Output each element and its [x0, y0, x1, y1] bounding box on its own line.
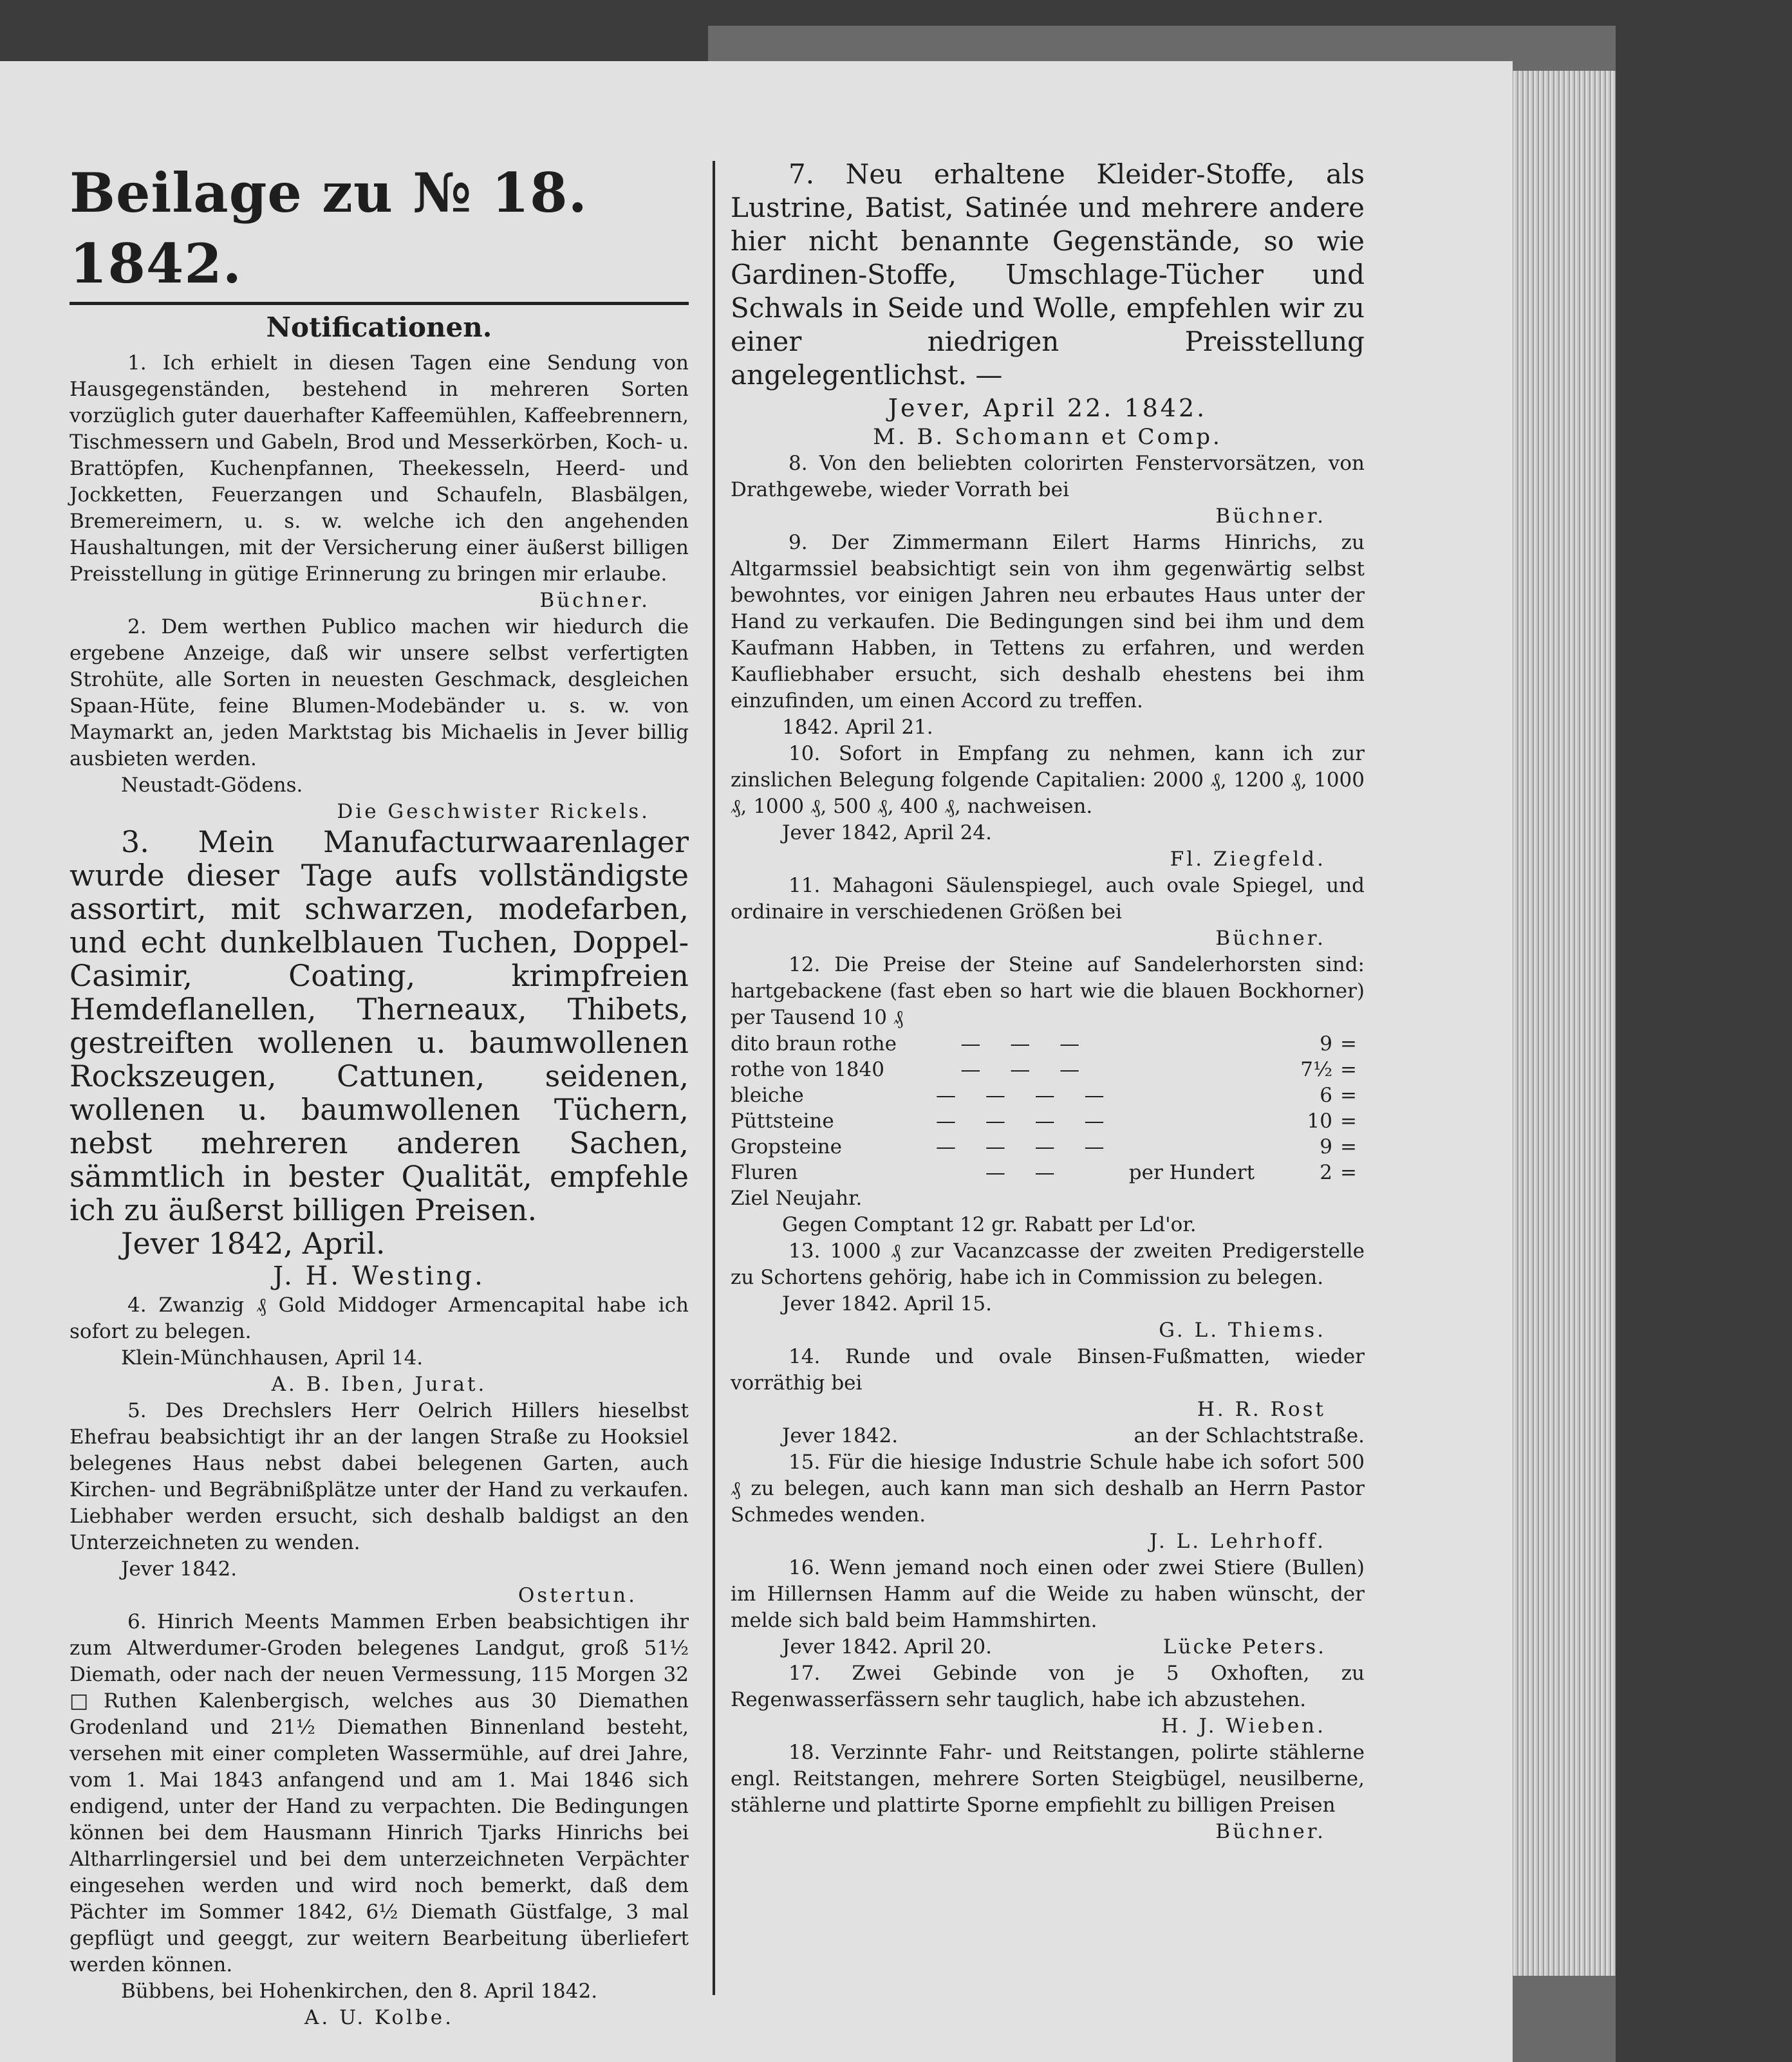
notice-14-address: an der Schlachtstraße. — [1134, 1424, 1365, 1447]
column-rule — [713, 161, 715, 1995]
price-item: dito braun rothe — [731, 1032, 897, 1055]
notice-13: 13. 1000 ₰ zur Vacanzcasse der zweiten Predigerstelle zu Schortens gehörig, habe ich in Commission zu belegen. — [731, 1240, 1365, 1289]
notice-17-signature: H. J. Wieben. — [1161, 1714, 1326, 1738]
right-column — [731, 158, 1365, 1845]
notice-9-place: 1842. April 21. — [782, 716, 933, 739]
notice-12: 12. Die Preise der Steine auf Sandelerhorsten sind: hartgebackene (fast eben so hart wie die blauen Bockhorner) per Tausend 10 ₰ — [731, 953, 1365, 1029]
price-value: 6 — [1320, 1084, 1332, 1107]
notice-2-signature: Die Geschwister Rickels. — [337, 800, 650, 823]
notice-15: 15. Für die hiesige Industrie Schule habe ich sofort 500 ₰ zu belegen, auch kann man sich deshalb an Herrn Pastor Schmedes wenden. — [731, 1451, 1365, 1527]
notice-12-discount: Gegen Comptant 12 gr. Rabatt per Ld'or. — [782, 1213, 1197, 1236]
price-item: Gropsteine — [731, 1135, 843, 1158]
newspaper-page — [0, 61, 1513, 2062]
price-row — [731, 1057, 1365, 1082]
price-value: 2 — [1320, 1161, 1332, 1184]
notice-17: 17. Zwei Gebinde von je 5 Oxhoften, zu Regenwasserfässern sehr tauglich, habe ich abzustehen. — [731, 1662, 1365, 1711]
price-dash: — — — — [960, 1032, 1092, 1055]
notice-16-footer — [731, 1634, 1365, 1660]
price-value: 9 — [1320, 1135, 1332, 1158]
notice-1: 1. Ich erhielt in diesen Tagen eine Sendung von Hausgegenständen, bestehend in mehreren Sorten vorzüglich guter dauerhafter Kaffeemühlen, Kaffeebrennern, Tischmessern und Gabeln, Brod und Messerkörben, Koch- u. Brattöpfen, Kuchenpfannen, Theekesseln, Heerd- und Jockketten, Feuerzangen und Schaufeln, Blasbälgen, Bremereimern, u. s. w. welche ich den angehenden Haushaltungen, mit der Versicherung einer äußerst billigen Preisstellung in gütige Erinnerung zu bringen mir erlaube. — [70, 351, 689, 586]
notice-8: 8. Von den beliebten colorirten Fenstervorsätzen, von Drathgewebe, wieder Vorrath bei — [731, 452, 1365, 501]
notice-10-signature: Fl. Ziegfeld. — [1170, 848, 1326, 871]
price-mark: = — [1340, 1032, 1357, 1055]
notice-16-place: Jever 1842. April 20. — [782, 1635, 992, 1658]
notice-2: 2. Dem werthen Publico machen wir hiedurch die ergebene Anzeige, daß wir unsere selbst verfertigten Strohüte, alle Sorten in neuesten Geschmack, desgleichen Spaan-Hüte, feine Blumen-Modebänder u. s. w. von Maymarkt an, jeden Marktstag bis Michaelis in Jever billig ausbieten werden. — [70, 615, 689, 770]
price-unit: per Hundert — [1128, 1161, 1255, 1184]
section-title: Notificationen. — [266, 311, 492, 343]
notice-5-signature: Ostertun. — [518, 1584, 637, 1607]
notice-5: 5. Des Drechslers Herr Oelrich Hillers hieselbst Ehefrau beabsichtigt ihr an der langen Straße zu Hooksiel belegenes Haus nebst dabei belegenen Garten, auch Kirchen- und Begräbnißplätze unter der Hand zu verkaufen. Liebhaber werden ersucht, sich deshalb baldigst an den Unterzeichneten zu wenden. — [70, 1399, 689, 1554]
price-item: Fluren — [731, 1161, 798, 1184]
price-item: Püttsteine — [731, 1110, 834, 1133]
notice-2-place: Neustadt-Gödens. — [121, 774, 303, 797]
price-row — [731, 1082, 1365, 1108]
notice-3: 3. Mein Manufacturwaarenlager wurde dieser Tage aufs vollständigste assortirt, mit schwarzen, modefarben, und echt dunkelblauen Tuchen, Doppel-Casimir, Coating, krimpfreien Hemdeflanellen, Therneaux, Thibets, gestreiften wollenen u. baumwollenen Rockszeugen, Cattunen, seidenen, wollenen u. baumwollenen Tüchern, nebst mehreren anderen Sachen, sämmtlich in bester Qualität, empfehle ich zu äußerst billigen Preisen. — [70, 824, 689, 1227]
notice-4-signature: A. B. Iben, Jurat. — [271, 1373, 487, 1396]
price-dash: — — — — [960, 1058, 1092, 1081]
notice-15-signature: J. L. Lehrhoff. — [1149, 1530, 1326, 1553]
notice-8-signature: Büchner. — [1215, 505, 1326, 528]
notice-3-block — [70, 825, 689, 1260]
notice-14-signature: H. R. Rost — [1197, 1398, 1326, 1421]
notice-11-signature: Büchner. — [1215, 927, 1326, 950]
price-unit — [1129, 1134, 1274, 1160]
notice-10: 10. Sofort in Empfang zu nehmen, kann ich zur zinslichen Belegung folgende Capitalien: 2000 ₰, 1200 ₰, 1000 ₰, 1000 ₰, 500 ₰, 400 ₰, nachweisen. — [731, 742, 1365, 818]
notice-18-signature: Büchner. — [1215, 1820, 1326, 1843]
notice-3-signature: J. H. Westing. — [273, 1261, 485, 1291]
notice-14-footer — [731, 1423, 1365, 1449]
notice-14: 14. Runde und ovale Binsen-Fußmatten, wieder vorräthig bei — [731, 1345, 1365, 1395]
page-title: Beilage zu № 18. 1842. — [70, 158, 689, 305]
notice-12-terms: Ziel Neujahr. — [731, 1187, 863, 1210]
notice-10-place: Jever 1842, April 24. — [782, 821, 992, 844]
notice-6-place: Bübbens, bei Hohenkirchen, den 8. April 1842. — [121, 1980, 598, 2003]
price-row — [731, 1160, 1365, 1185]
price-unit — [1129, 1108, 1274, 1134]
notice-7-place: Jever, April 22. 1842. — [888, 394, 1208, 422]
price-dash: — — — — — [935, 1110, 1116, 1133]
price-unit — [1129, 1082, 1274, 1108]
price-row — [731, 1134, 1365, 1160]
price-mark: = — [1340, 1135, 1357, 1158]
price-mark: = — [1340, 1110, 1357, 1133]
notice-3-place: Jever 1842, April. — [121, 1226, 386, 1261]
price-row — [731, 1031, 1365, 1057]
price-dash: — — — — — [935, 1135, 1116, 1158]
left-column — [70, 158, 689, 2031]
price-table — [731, 1031, 1365, 1185]
notice-7: 7. Neu erhaltene Kleider-Stoffe, als Lustrine, Batist, Satinée und mehrere andere hier nicht benannte Gegenstände, so wie Gardinen-Stoffe, Umschlage-Tücher und Schwals in Seide und Wolle, empfehlen wir zu einer niedrigen Preisstellung angelegentlichst. — — [731, 158, 1365, 391]
price-mark: = — [1340, 1084, 1357, 1107]
price-dash: — — — — — [935, 1084, 1116, 1107]
notice-6-signature: A. U. Kolbe. — [304, 2006, 454, 2029]
price-item: bleiche — [731, 1084, 804, 1107]
notice-4-place: Klein-Münchhausen, April 14. — [121, 1346, 424, 1370]
notice-18: 18. Verzinnte Fahr- und Reitstangen, polirte stählerne engl. Reitstangen, mehrere Sorten Steigbügel, neusilberne, stählerne und plattirte Sporne empfiehlt zu billigen Preisen — [731, 1741, 1365, 1817]
price-unit — [1129, 1031, 1274, 1057]
notice-16: 16. Wenn jemand noch einen oder zwei Stiere (Bullen) im Hillernsen Hamm auf die Weide zu haben wünscht, der melde sich bald beim Hammshirten. — [731, 1556, 1365, 1632]
notice-4: 4. Zwanzig ₰ Gold Middoger Armencapital habe ich sofort zu belegen. — [70, 1294, 689, 1343]
notice-6: 6. Hinrich Meents Mammen Erben beabsichtigen ihr zum Altwerdumer-Groden belegenes Landgut, groß 51½ Diemath, oder nach der neuen Vermessung, 115 Morgen 32 □Ruthen Kalenbergisch, welches aus 30 Diemathen Grodenland und 21½ Diemathen Binnenland besteht, versehen mit einer completen Wassermühle, auf drei Jahre, vom 1. Mai 1843 anfangend und am 1. Mai 1846 sich endigend, unter der Hand zu verpachten. Die Bedingungen können bei dem Hausmann Hinrich Tjarks Hinrichs bei Altharrlingersiel und bei dem unterzeichneten Verpächter eingesehen werden und wird noch bemerkt, daß dem Pächter im Sommer 1842, 6½ Diemath Güstfalge, 3 mal gepflügt und geeggt, zur weitern Bearbeitung überliefert werden können. — [70, 1610, 689, 1976]
notice-16-signature: Lücke Peters. — [1162, 1635, 1326, 1658]
notice-5-place: Jever 1842. — [121, 1557, 238, 1581]
price-item: rothe von 1840 — [731, 1058, 884, 1081]
notice-13-place: Jever 1842. April 15. — [782, 1292, 992, 1315]
notice-14-place: Jever 1842. — [782, 1424, 899, 1447]
page-stack-edge — [1500, 71, 1616, 1976]
price-value: 9 — [1320, 1032, 1332, 1055]
notice-13-signature: G. L. Thiems. — [1159, 1319, 1326, 1342]
price-value: 10 — [1307, 1110, 1332, 1133]
price-row — [731, 1108, 1365, 1134]
price-mark: = — [1340, 1161, 1357, 1184]
price-unit — [1129, 1057, 1274, 1082]
notice-11: 11. Mahagoni Säulenspiegel, auch ovale Spiegel, und ordinaire in verschiedenen Größen bei — [731, 874, 1365, 924]
notice-7-signature: M. B. Schomann et Comp. — [873, 424, 1222, 450]
price-value: 7½ — [1300, 1058, 1332, 1081]
notice-1-signature: Büchner. — [539, 589, 650, 612]
notice-9: 9. Der Zimmermann Eilert Harms Hinrichs, zu Altgarmssiel beabsichtigt sein von ihm gegenwärtig selbst bewohntes, vor einigen Jahren neu erbautes Haus unter der Hand zu verkaufen. Die Bedingungen sind bei ihm und dem Kaufmann Habben, in Tettens zu erfahren, und werden Kaufliebhaber ersucht, sich deshalb ehestens bei ihm einzufinden, um einen Accord zu treffen. — [731, 531, 1365, 712]
price-mark: = — [1340, 1058, 1357, 1081]
price-dash: — — — [985, 1161, 1067, 1184]
